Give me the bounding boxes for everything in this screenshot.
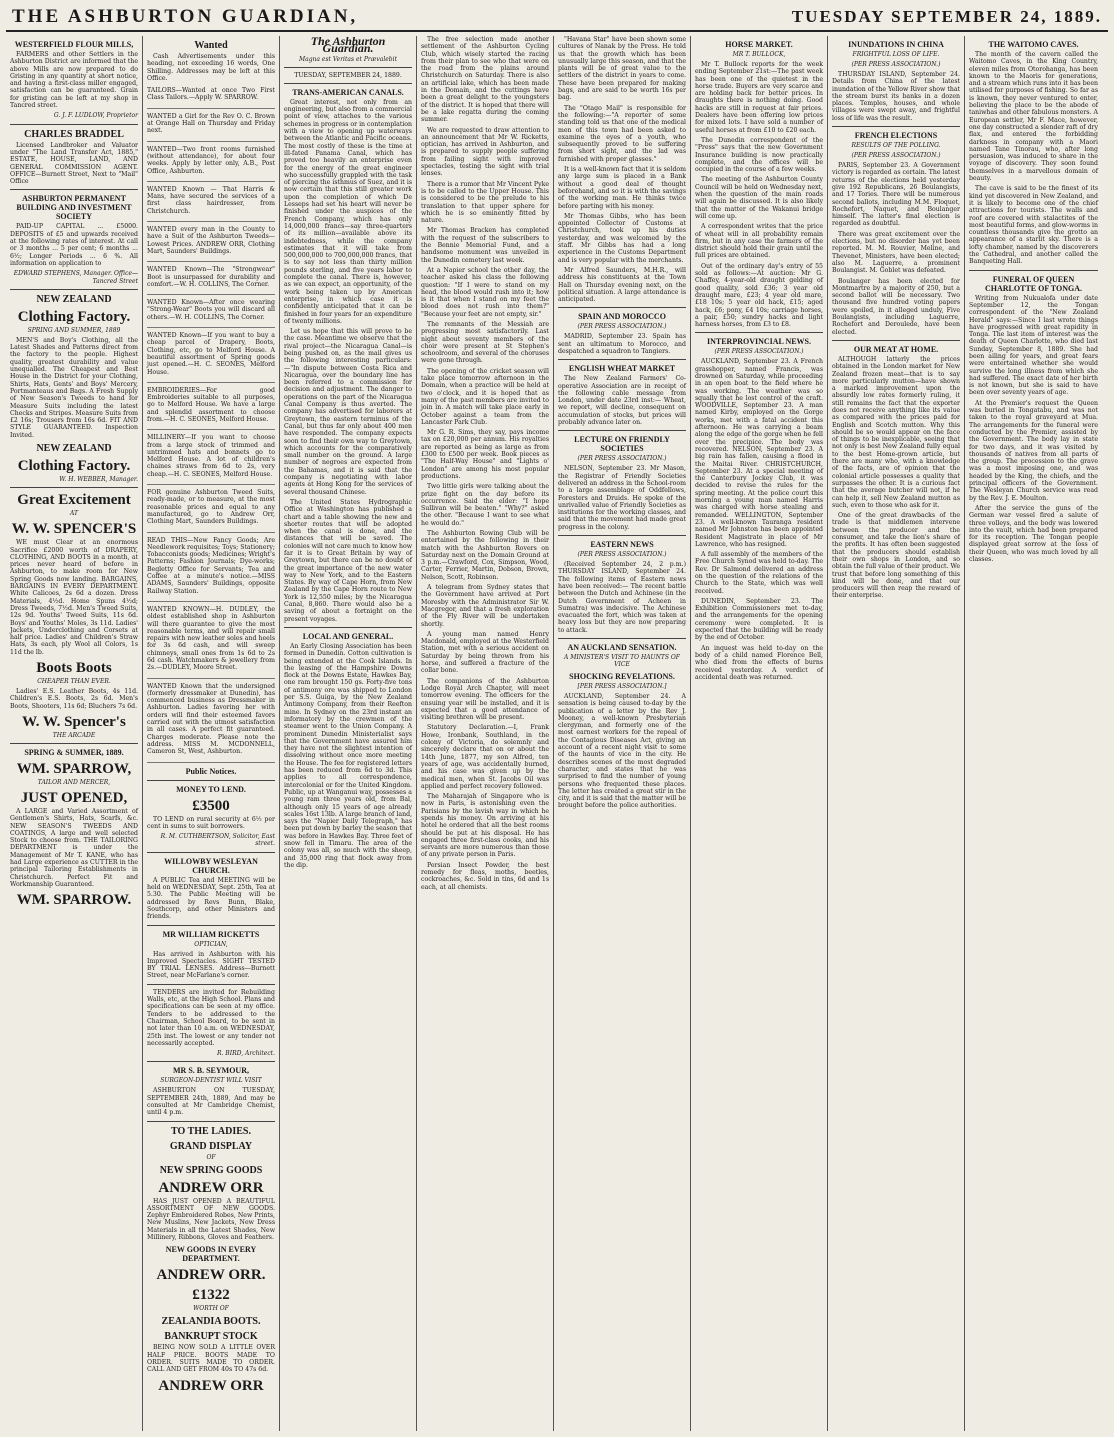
ad-text: WANTED Known — That Harris & Mans, have secured the services of a first class hairdresser, from Christchurch.: [147, 185, 275, 215]
column-2: [143, 36, 280, 1431]
heading: W. W. SPENCER'S: [11, 521, 137, 538]
heading: ENGLISH WHEAT MARKET: [568, 364, 676, 374]
motto: Magna est Veritas et Prævalebit: [299, 55, 397, 63]
subheading: AT: [69, 510, 78, 518]
article-text: Great interest, not only from an engineering, but also from a commercial point of view, attaches to the various schemes in progress or in contemplation with a view to opening up waterways between the Atlantic and Pacific oceans. The most costly of these is the time at ill-fated Panama Canal, which has proved too heavily an enterprise even for the energy of the great engineer who successfully grappled with the task of piercing the isthmus of Suez, and it is now certain that this still greater work upon the completion of which De Lesseps had set his heart will never be finished under the auspices of the French Company, which has only 14,000,000 francs—say three-quarters of its million—available above its indebtedness, while the company estimates that it will take from 500,000,000 to 700,000,000 francs, that is to say not less than thirty million pounds sterling, and five years labor to complete the canal. There is, however, as we can expect, an opportunity, of the work being taken up by American enterprise, in which case it is confidently anticipated that it can be finished in four years for an expenditure of twenty millions.: [284, 98, 413, 325]
signature: R. M. CUTHBERTSON, Solicitor, East street.: [160, 833, 275, 848]
heading: WM. SPARROW.: [16, 892, 132, 909]
heading: SPRING & SUMMER, 1889.: [24, 747, 124, 757]
heading: ZEALANDIA BOOTS.: [161, 1316, 261, 1328]
ad-text: WANTED every man in the County to have a Suit of the Ashburton Tweeds—Lowest Prices. ANDREW ORR, Clothing Mart, Saunders' Buildings.: [147, 226, 275, 255]
ad-text: TENDERS are invited for Rebuilding Walls, etc, at the High School. Plans and specifications can be seen at my office. Tenders to be addressed to the Chairman, School Board, to be sent in not later than 10 a.m. on WEDNESDAY, 25th inst. The lowest or any tender not necessarily accepted.: [147, 988, 275, 1047]
article-text: The companions of the Ashburton Lodge Royal Arch Chapter, will meet tomorrow evening. The officers for the ensuing year will be installed, and it is expected that a good attendance of visiting brethren will be present.: [421, 677, 549, 722]
article-text: (Received September 24, 2 p.m.) THURSDAY ISLAND, September 24. The following items of Eastern news have been received:— The recent battle between the Dutch and Achinese (in the Dutch Government of Acheen in Sumatra) was indecisive. The Achinese evacuated the fort, which was taken at heavy loss but they are now preparing to attack.: [558, 561, 686, 634]
article-text: Mr Thomas Gibbs, who has been appointed Collector of Customs at Christchurch, took up his duties yesterday, and was welcomed by the staff. Mr Gibbs has had a long experience in the Customs Department and is very popular with the merchants.: [558, 212, 686, 264]
ad: [147, 681, 275, 763]
article-text: An inquest was held to-day on the body of a child named Florence Bell, who died from the effects of burns received yesterday. A verdict of accidental death was returned.: [695, 644, 823, 681]
article-text: The Ashburton Rowing Club will be entertained by the following in their match with the Ashburton Rovers on Saturday next on the Domain Ground at 3 p.m.—Crawford, Cox, Simpson, Wood, Carter, Ferrier, Martin, Dobson, Brown, Nelson, Scott, Robinson.: [421, 530, 549, 581]
article-text: NELSON, September 23. Mr Mason, the Registrar of Friendly Societies delivered an address in the School-room to a large assemblage of Oddfellows, Foresters and Druids. He spoke of the unrivalled value of Friendly Societies as institutions for the working classes, and said that the movement had made great progress in the colony.: [558, 465, 686, 531]
column-3: [280, 36, 417, 1431]
heading: MR S. B. SEYMOUR,: [172, 1066, 249, 1076]
article-text: There is a rumor that Mr Vincent Pyke is to be called to the Upper House. This is considered to be the prelude to his translation to that upper sphere for which he is so eminently fitted by nature.: [421, 180, 549, 225]
heading: WM. SPARROW,: [16, 760, 132, 777]
article-text: The cave is said to be the finest of its kind yet discovered in New Zealand, and it is likely to become one of the chief attractions for tourists. The walls and roof are covered with stalactites of the most beautiful forms, and glow-worms in countless thousands give the grotto an appearance of a starlit sky. There is a lofty chamber, named by the discoverers the Cathedral, and another called the Banqueting Hall.: [969, 185, 1098, 266]
column-7: [828, 36, 965, 1431]
ad-text: WANTED Known—The "Strongwear" Boot is unsurpassed for durability and comfort.—W. H. COLLINS, The Corner.: [147, 266, 275, 288]
subheading: CHEAPER THAN EVER.: [37, 678, 111, 686]
ad: [147, 487, 275, 532]
article-text: DUNEDIN, September 23. The Exhibition Commissioners met to-day, and the arrangements for the opening ceremony were completed. It is expected that the building will be ready by the end of October.: [695, 597, 823, 642]
ad: [147, 144, 275, 182]
article-text: Statutory Declaration.—I, Frank Howe, Ironbank, Southland, in the colony of Victoria, do solemnly and sincerely declare that on or about the 14th June, 1877, my son Alfred, ten years of age, was accidentally burned, and his case was given up by the medical men, when St. Jacobs Oil was applied and perfect recovery followed.: [421, 724, 549, 790]
columns: [6, 36, 1108, 1431]
heading: Public Notices.: [185, 766, 237, 776]
article-text: THURSDAY ISLAND, September 24. Details from China of the latest inundation of the Yellow River show that the stream burst its banks in a dozen places. Temples, houses, and whole villages were swept away, and frightful loss of life was the result.: [832, 71, 960, 122]
ad-text: HAS JUST OPENED A BEAUTIFUL ASSORTMENT OF NEW GOODS. Zephyr Embroidered Robes, New Prints, New Muslins, New Jackets, New Dress Materials in all the Latest Shades, New Millinery, Ribbons, Gloves and Feathers.: [147, 1197, 275, 1242]
article-text: One of the great drawbacks of the trade is that middlemen intervene between the producer and the consumer, and take the lion's share of the profits. It has often been suggested that the producers should establish their own shops in London, and so obtain the full value of their product. We trust that before long something of this kind will be done, and that our producers will then reap the reward of their enterprise.: [832, 512, 960, 600]
heading: NEW GOODS IN EVERY DEPARTMENT.: [165, 1245, 257, 1264]
article-text: Mr T. Bullock reports for the week ending September 21st:—The past week has been one of the quietest in the horse trade. Buyers are very scarce and are holding back for better prices. In draughts there is nothing doing. Good hacks are still in request at fair prices. Dealers have been offering low prices for mixed lots. I have sold a number of useful horses at from £10 to £20 each.: [695, 61, 823, 134]
article-text: The Maharajah of Singapore who is now in Paris, is astonishing even the Parisians by the lavish way in which he spends his money. On arriving at his hotel he ordered that all the best rooms should be put at his disposal. He has engaged three first-class cooks, and his servants are more numerous than those of any private person in Paris.: [421, 793, 549, 859]
heading: TO THE LADIES.: [171, 1125, 251, 1137]
subheading: FRIGHTFUL LOSS OF LIFE.: [852, 51, 940, 58]
signature: EDWARD STEPHENS, Manager. Office—Tancred Street: [13, 270, 138, 285]
subheading: (PER PRESS ASSOCIATION.): [851, 61, 941, 68]
article-text: Boulanger has been elected for Montmartre by a majority of 250, but a second ballot will be necessary. Two thousand five hundred voting papers were spoiled, in it alleged unduly, Five Boulangists, including Laguerre, Rochefort and Deroulede, have been elected.: [832, 277, 960, 336]
subheading: (PER PRESS ASSOCIATION.): [577, 323, 667, 331]
article-text: The meeting of the Ashburton County Council will be held on Wednesday next, when the question of the main roads will again be discussed. It is also likely that the matter of the Wakanui bridge will come up.: [695, 176, 823, 220]
article-text: It is a well-known fact that it is seldom any large sum is placed in a Bank without a good deal of thought beforehand, and so it is with the savings of the working man. He thinks twice before parting with his money.: [558, 166, 686, 210]
article-text: AUCKLAND, September 23. A French grasshopper, named Francis, was drowned on Saturday, while proceeding in an open boat to the field where he was working. The weather was so squally that he lost control of the craft. WOODVILLE, September 23. A man named Kirby, employed on the Gorge works, met with a fatal accident this afternoon. He was carrying a beam along the edge of the gorge when he fell over the precipice. The body was recovered. NELSON, September 23. A big rain has fallen, causing a flood in the Maitai River. CHRISTCHURCH, September 23. At a special meeting of the Canterbury Jockey Club, it was decided to revise the rules for the spring meeting. At the police court this morning a young man named Harris was charged with horse stealing and remanded. WELLINGTON, September 23. A well-known Tauranga resident named Mr Johnston has been appointed Resident Magistrate in place of Mr Lawrence, who has resigned.: [695, 358, 823, 548]
subheading: A MINISTER'S VISIT TO HAUNTS OF VICE: [564, 654, 680, 668]
ad: [147, 535, 275, 602]
column-8: [965, 36, 1102, 1431]
article-text: An Early Closing Association has been formed in Dunedin. Cotton cultivation is being extended at the Cook Islands. In the leasing of the Hampshire Downs flock at the Downs Estate, Hawkes Bay, one ram brought 150 gs. Forty-five tons of antimony ore was shipped to London per S.S. Guiga, by the New Zealand Antimony Company, from their Reefton mine. In Sydney on the 23rd instant an informatory by the crewmen of the steamer went to the Union Company. A prominent Dunedin Ministerialist says that the Government have assured him they have not the slightest intention of dissolving without once more meeting the House. The fee for registered letters has been reduced from 6d to 3d. This applies to all correspondence, intercolonial or for the United Kingdom. Public, up at Wanganui way, possesses a young ram three years old, from Bal, although only 15 years of age already scales 16st 13lb. A large branch of land, says the "Napier Daily Telegraph," has been put down by barley the season that was before in Hawkes Bay. Three feet of snow fell in Timaru. The area of the colony was all, so much with the sheep, and 35,000 ring that flock away from the dip.: [284, 642, 412, 869]
ad-text: WANTED Known—If you want to buy a cheap parcel of Drapery, Boots, Clothing, etc, go to Melford House. A beautiful assortment of Spring goods just opened.—H. C. SEONES, Melford House.: [147, 332, 275, 376]
article-text: The remnants of the Messiah are progressing most satisfactorily. Last night about seventy members of the choir were present at St Stephen's schoolroom, and several of the choruses were gone through.: [421, 320, 549, 365]
column-4: [417, 36, 554, 1431]
article-text: Out of the ordinary day's entry of 55 sold as follows:—At auction: Mr G. Chaffey, 4-year-old draught gelding of good quality, sold £36; 3 year old draught mare, £23; 4 year old mare, £18 10s; 5 year old hack, £15; aged hack, £6; pony, £4 10s; carriage horses, a pair, £50; sundry hacks and light harness horses, from £3 to £8.: [695, 262, 823, 329]
article-text: After the service the guns of the German war vessel fired a salute of three volleys, and the body was lowered into the vault, which had been prepared for its reception. The Tongan people displayed great sorrow at the loss of their Queen, who was much loved by all classes.: [969, 504, 1098, 563]
masthead-title: THE ASHBURTON GUARDIAN,: [12, 6, 359, 27]
signature: G. J. F. LUDLOW, Proprietor: [53, 112, 138, 120]
heading: W. W. Spencer's: [22, 713, 126, 730]
heading: WESTERFIELD FLOUR MILLS,: [14, 40, 134, 49]
heading: LECTURE ON FRIENDLY SOCIETIES: [574, 435, 670, 454]
article-text: PARIS, September 23. A Government victory is regarded as certain. The latest returns of the elections held yesterday give 192 Republicans, 26 Boulangists, and 17 Tories. There will be numerous second ballots, including M.M. Floquet, Rochefort, Naquet, and Boulanger himself. The latter's final election is regarded as doubtful.: [832, 162, 960, 228]
subheading: THE ARCADE: [52, 731, 96, 739]
ad: [147, 297, 275, 328]
ad: [147, 432, 275, 485]
ad-text: FOR genuine Ashburton Tweed Suits, ready-made, or to measure, at the most reasonable prices and equal to any manufactured, go to Andrew Orr, Clothing Mart, Saunders Buildings.: [147, 489, 275, 526]
notice: Cash Advertisements under this heading, not exceeding 16 words, One Shilling. Addresses may be left at this Office.: [147, 53, 275, 82]
ad: [147, 111, 275, 142]
heading: MR WILLIAM RICKETTS: [162, 929, 260, 939]
article-text: Mr G. R. Sims, they say, pays income tax on £20,000 per annum. His royalties are reported as being as large as from £300 to £500 per week. Book pieces as "The Half-Way House" and "Lights o' London" are among his most popular productions.: [421, 429, 549, 480]
heading: INUNDATIONS IN CHINA: [848, 40, 944, 49]
column-1: [6, 36, 143, 1431]
ad-text: MILLINERY—If you want to choose from a large stock of trimmed and untrimmed hats and bonnets go to Melford House. A lot of children's chaines straws from 6d to 2s, very cheap.—H. C. SEONES, Melford House.: [147, 434, 275, 478]
ad-text: READ THIS—New Fancy Goods; Are Needlework requisites; Toys; Stationery; Tobacconists goods; Medicines; Wright's Patterns; Fashion Journals; Dye-works; Begletty Office for Servants; Tea and Coffee at a minute's notice.—MISS ADAMS, Saunders' Buildings, opposite Railway Station.: [147, 536, 275, 595]
heading: HORSE MARKET.: [725, 40, 793, 49]
heading: CHARLES BRADDEL: [24, 128, 124, 140]
heading: ANDREW ORR: [158, 1179, 264, 1196]
article-text: ALTHOUGH latterly the prices obtained in the London market for New Zealand frozen meat—that is to say more particularly mutton—have shown a marked improvement upon the absurdly low rates formerly ruling, it still remains the fact that the exporter does not receive anything like its value as compared with the prices paid for English and Scotch mutton. Why this should be so would appear on the face of things to be inexplicable, seeing that not only is best New Zealand fully equal to the best Home-grown article, but there are many who, with a knowledge of the facts, are of opinion that the colonial article possesses a quality that surpasses the other. It is a curious fact that the average butcher will not, if he can help it, sell New Zealand mutton as such, even to those who ask for it.: [832, 355, 960, 509]
article-text: The opening of the cricket season will take place tomorrow afternoon in the Domain, when a practice will be held at two o'clock, and it is hoped that as many of the past members are invited to join in. A match will take place early in October against a team from the Lancaster Park Club.: [421, 367, 549, 426]
article-text: We are requested to draw attention to an announcement that Mr W. Ricketts, optician, has arrived in Ashburton, and is prepared to supply people suffering from failing sight with improved spectacles, testing the sight with trial lenses.: [421, 126, 549, 178]
article-text: Writing from Nukualofa under date September 12, the Tongan correspondent of the "New Zealand Herald" says:—Since I last wrote things have progressed with great rapidity in Tonga. The last item of interest was the death of Queen Charlotte, who died last Sunday, September 8, 1889. She had been ailing for years, and great fears were entertained whether she would survive the long illness from which she had suffered. The exact date of her birth is not known, but she is said to have been over seventy years of age.: [969, 294, 1098, 397]
heading: £3500: [192, 797, 230, 814]
subheading: TAILOR AND MERCER,: [37, 778, 111, 786]
subheading: OPTICIAN,: [194, 940, 228, 948]
ad-text: Ladies' E.S. Leather Boots, 4s 11d. Children's E.S. Boots, 2s 6d. Men's Boots, Shooters, 11s 6d; Bluchers 7s 6d.: [10, 688, 138, 710]
column-5: [554, 36, 691, 1431]
ad-text: A LARGE and Varied Assortment of Gentlemen's Shirts, Hats, Scarfs, &c. NEW SEASON'S TWEEDS AND COATINGS, A large and well selected Stock to choose from. THE TAILORING DEPARTMENT is under the Management of Mr T. KANE, who has had Large experience as CUTTER in the principal Tailoring Establishments in Christchurch. Perfect Fit and Workmanship Guaranteed.: [10, 807, 138, 888]
heading: GRAND DISPLAY: [169, 1140, 253, 1152]
article-text: A full assembly of the members of the Free Church Synod was held to-day. The Rev. Dr Salmond delivered an address on the question of the relations of the Church to the State, which was well received.: [695, 551, 823, 595]
ad-text: Has arrived in Ashburton with his Improved Spectacles. SIGHT TESTED BY TRIAL LENSES. Address—Burnett Street, near McFarlane's corner.: [147, 950, 275, 980]
article-text: The New Zealand Farmers' Co-operative Association are in receipt of the following cable message from London, under date 23rd inst:— Wheat, we report, will decline, consequent on accumulation of stocks, but prices will probably advance later on.: [558, 375, 686, 427]
subheading: (PER PRESS ASSOCIATION.): [577, 551, 667, 559]
article-text: MADRID, September 23. Spain has sent an ultimatum to Morocco, and despatched a squadron to Tangiers.: [558, 333, 686, 355]
masthead: [6, 6, 1108, 32]
heading: OUR MEAT AT HOME.: [853, 344, 939, 354]
article-text: Two little girls were talking about the prize fight on the day before its occurrence. Said the elder: "I hope Sullivan will be beaten." "Why?" asked the other. "Because I want to see what he would do.": [421, 483, 549, 527]
heading: Clothing Factory.: [17, 457, 131, 474]
ad-text: TAILORS—Wanted at once Two First Class Tailors.—Apply W. SPARROW.: [147, 87, 275, 102]
heading: BANKRUPT STOCK: [164, 1331, 258, 1343]
ad-text: BEING NOW SOLD A LITTLE OVER HALF PRICE. BOOTS MADE TO ORDER. SUITS MADE TO ORDER. CALL AND GET FROM 40s TO 47s 6d.: [147, 1344, 275, 1374]
ad-text: WANTED KNOWN—H. DUDLEY, the oldest established shop in Ashburton will there guarantee to give the most reasonable terms, and will repair small repairs with new leather soles and heels for 3s 6d cash, and will sweep chimneys, small ones from 1s 6d to 2s 6d cash. Watchmakers & jewellery from 2s.—DUDLEY, Moore Street.: [147, 605, 275, 672]
heading: Wanted: [194, 40, 228, 51]
heading: AN AUCKLAND SENSATION.: [567, 643, 677, 652]
heading: THE WAITOMO CAVES.: [988, 40, 1079, 49]
heading: NEW SPRING GOODS: [159, 1164, 263, 1176]
article-text: A correspondent writes that the price of wheat will in all probability remain firm, but in any case the farmers of the district should hold their grain until the full prices are obtained.: [695, 223, 823, 260]
heading: Boots Boots: [36, 660, 112, 677]
subheading: WORTH OF: [193, 1305, 229, 1313]
ad: [147, 264, 275, 295]
heading: SPAIN AND MOROCCO: [578, 312, 666, 322]
ad-text: ASHBURTON ON TUESDAY, SEPTEMBER 24th, 1889, And may be consulted at Mr Cambridge Chemist, until 4 p.m.: [147, 1087, 275, 1117]
ad: [147, 330, 275, 383]
heading: SHOCKING REVELATIONS.: [569, 672, 675, 681]
ad: [147, 385, 275, 430]
ad-text: TO LEND on rural security at 6½ per cent in sums to suit borrowers.: [147, 815, 275, 830]
article-text: The United States Hydrographic Office at Washington has published a chart and a table showing the new and shorter routes that will be adopted when the canal is done, and the distances that will be saved. The colonies will not care much to know how far it is to Great Britain by way of Greytown, but there can be no doubt of the great importance of the new water way to New York, and to the Eastern States. By way of Cape Horn, from New Zealand by the Cape Horn route to New York is 12,550 miles; by the Nicaragua Canal, 8,860. There would also be a saving of about a fortnight on the present voyages.: [284, 498, 412, 623]
article-text: The "Otago Mail" is responsible for the following:—"A reporter of some standing told us that one of the medical men of this town had been asked to examine the eyes of a youth, who subsequently proved to be suffering from short sight, and the lad was furnished with proper glasses.": [558, 104, 686, 163]
heading: NEW ZEALAND: [36, 293, 112, 305]
subheading: (PER PRESS ASSOCIATION.): [714, 348, 804, 356]
ad-text: Licensed Landbroker and Valuator under "The Land Transfer Act, 1885," ESTATE, HOUSE, LAND, AND GENERAL COMMISSION AGENT. OFFICE—Burnett Street, Next to "Mail" Office: [10, 141, 138, 186]
ad: [147, 604, 275, 679]
article-text: "Havana Star" have been shown some cultures of Nanak by the Press. He told us that the growth which has been unusually large this season, and that the plants will be of great value to the settlers of the district in years to come. These have been prepared for making bags, and are said to be worth 16s per bag.: [558, 36, 686, 102]
ad-text: WANTED Known that the undersigned (formerly dressmaker at Dunedin), has commenced business as Dressmaker in Ashburton. Ladies favoring her with orders will find their esteemed favors carried out with the utmost satisfaction in all cases. A perfect fit guaranteed. Charges moderate. Please note the address. MISS M. MCDONNELL, Cameron St, West, Ashburton.: [147, 682, 275, 756]
heading: JUST OPENED,: [20, 789, 128, 806]
article-text: There was great excitement over the elections, but no disorder has yet been reported. M. M. Rouvier, Meline, and Thevenet, Ministers, have been elected; also M. Laguerre, a prominent Boulangist. M. Goblet was defeated.: [832, 230, 960, 275]
paper-nameplate: The Ashburton Guardian.: [310, 36, 386, 56]
subheading: SPRING AND SUMMER, 1889: [27, 326, 121, 334]
ad-text: WE must Clear at an enormous Sacrifice £2000 worth of DRAPERY, CLOTHING, AND BOOTS in a month, at prices never heard of before in Ashburton, to make room for New Spring Goods now landing. BARGAINS, BARGAINS IN EVERY DEPARTMENT. White Calicoes, 2s 6d a dozen. Dress Materials, 4½d. Home Spuns 4½d; Dress Tweeds, 7½d. Men's Tweed Suits, 12s 9d. Youths' Tweed Suits, 11s 6d. Boys' and Youths' Moles, 3s 11d. Ladies' Jackets, Underclothing and Corsets at half price. Ladies' and Children's Straw Hats, 3s each, ply Wool all Colors, 1s 11d the lb.: [10, 539, 138, 656]
ad-text: WANTED a Girl for the Rev O. C. Brown at Orange Hall on Thursday and Friday next.: [147, 112, 275, 135]
heading: Clothing Factory.: [17, 308, 131, 325]
ad-text: WANTED—Two front rooms furnished (without attendance), for about four weeks. Apply by letter only, A.B., Post Office, Ashburton.: [147, 145, 275, 175]
signature: R. BIRD, Architect.: [216, 1050, 275, 1058]
heading: EASTERN NEWS: [590, 540, 654, 550]
heading: Great Excitement: [17, 492, 131, 509]
subheading: (PER PRESS ASSOCIATION.): [851, 152, 941, 160]
article-text: A telegram from Sydney states that the Government have arrived at Port Moresby with the Administrator Sir W. Macgregor, and that a fresh exploration of the Fly River will be undertaken shortly.: [421, 584, 549, 628]
article-text: The free selection made another settlement of the Ashburton Cycling Club, which wisely started the racing from their plan to see who that were on the road from the plains around Christchurch on Saturday. There is also an artificial lake, which has been made in the Domain, and the cuttings have been a great delight to the youngsters of the district. It is hoped that there will be a lake regatta during the coming summer.: [421, 36, 549, 124]
ad-text: FARMERS and other Settlers in the Ashburton District are informed that the above Mills are now prepared to do Gristing in any quantity at short notice, and having a first-class miller engaged, satisfaction can be guaranteed. Grain for gristing can be left at my shop in Tancred street.: [10, 51, 138, 110]
heading: FUNERAL OF QUEEN CHARLOTTE OF TONGA.: [985, 274, 1082, 293]
ad: [147, 85, 275, 109]
subheading: SURGEON-DENTIST WILL VISIT: [160, 1077, 262, 1085]
article-text: Mr Thomas Bracken has completed with the request of the subscribers to the Bennie Memorial Fund, and a handsome monument was unveiled in the Dunedin cemetery last week.: [421, 227, 549, 264]
masthead-date: TUESDAY SEPTEMBER 24, 1889.: [791, 7, 1102, 26]
ad-text: MEN'S and Boy's Clothing, all the Latest Shades and Patterns direct from the factory to the people. Highest quality, greatest durability and value unequalled. The Cheapest and Best House in the District for your Clothing, Shirts, Hats, Gents' and Boys' Mercery, Portmanteaus and Bags. A Fresh Supply of New Season's Tweeds to hand for Measure Suits including the latest Checks and Stripes. Measure Suits from £2 16s; Trousers from 16s 6d. FIT AND STYLE GUARANTEED. Inspection Invited.: [10, 336, 138, 439]
subheading: [PER PRESS ASSOCIATION.]: [577, 683, 667, 690]
heading: NEW ZEALAND: [36, 442, 112, 454]
heading: £1322: [192, 1287, 230, 1304]
subheading: (PER PRESS ASSOCIATION.): [577, 455, 667, 463]
article-text: Mr Alfred Saunders, M.H.R., will address his constituents at the Town Hall on Thursday evening next, on the political situation. A large attendance is anticipated.: [558, 266, 686, 304]
signature: W. H. WEBBER, Manager.: [59, 475, 138, 483]
ad-text: WANTED Known—After once wearing "Strong-Wear" Boots you will discard all others.—W. H. COLLINS, The Corner.: [147, 299, 275, 321]
ad: [147, 184, 275, 222]
heading: ASHBURTON PERMANENT BUILDING AND INVESTMENT SOCIETY: [16, 194, 132, 222]
ad: [147, 224, 275, 262]
heading: INTERPROVINCIAL NEWS.: [706, 337, 812, 347]
heading: ANDREW ORR: [158, 1377, 264, 1394]
heading: MONEY TO LEND.: [176, 784, 246, 794]
subheading: MR T. BULLOCK,: [732, 51, 786, 58]
ad-text: PAID-UP CAPITAL ... £5000. DEPOSITS of £5 and upwards received at the following rates of interest. At call or 3 months ... 5 per cent; 6 months ... 6½; Longer Periods ... 6 %. All information on application to: [10, 223, 138, 267]
article-text: The month of the cavern called the Waitomo Caves, in the King Country, eleven miles from Otorohanga, has been known to the Maoris for generations, and a stream which runs into it has been utilised for purposes of fishing. So far as is known, they never ventured to enter, believing the place to be the abode of taniwhas and other fabulous monsters. A European settler, Mr F. Mace, however, one day constructed a slender raft of dry flax, and entered the forbidding darkness in company with a Maori named Tane Tinorau, who, after long persuasion, was induced to share in the voyage of discovery. They soon found themselves in a marvellous domain of beauty.: [969, 51, 1098, 183]
ad-text: EMBROIDERIES—For good Embroideries suitable to all purposes, go to Melford House. We have a large and splendid assortment to choose from.—H. C. SEONES, Melford House.: [147, 386, 275, 423]
article-text: Persian Insect Powder, the best remedy for fleas, moths, beetles, cockroaches, &c. Sold in tins, 6d and 1s each, at all chemists.: [421, 861, 549, 891]
heading: ANDREW ORR.: [156, 1267, 266, 1284]
issue-date: TUESDAY, SEPTEMBER 24, 1889.: [294, 71, 402, 79]
article-text: Let us hope that this will prove to be the case. Meantime we observe that the rival project—the Nicaragua Canal—is being pushed on, as the mail gives us the following interesting particulars:—"In dispute between Costa Rica and Nicaragua, over the boundary line has been referred to a commission for decision and adjustment. The danger to operations on the part of the Nicaragua Canal Company is thus averted. The company has advertised for laborers at Greytown, the eastern terminus of the Canal, but thus far only about 400 men have responded. The company expects soon to find their own way to Greytown, which accounts for the comparatively small number on the ground. A large number of negroes are expected from the Bahamas, and it is said that the company is negotiating with labor agents at Hong Kong for the services of several thousand Chinese.: [284, 328, 412, 496]
heading: TRANS-AMERICAN CANALS.: [292, 87, 404, 97]
column-6: [691, 36, 828, 1431]
article-text: AUCKLAND, September 24. A sensation is being caused to-day by the publication of a letter by the Rev J. Mooney, a well-known Presbyterian clergyman, and formerly one of the most earnest workers for the repeal of the Contagious Diseases Act, giving an account of a recent night visit to some of the haunts of vice in the city. He describes scenes of the most degraded character, and states that he was surprised to find the number of young persons who frequented these places. The letter has created a great stir in the city, and it is said that the matter will be brought before the police authorities.: [558, 693, 686, 810]
heading: LOCAL AND GENERAL.: [302, 631, 394, 641]
subheading: RESULTS OF THE POLLING.: [851, 142, 941, 150]
article-text: At the Premier's request the Queen was buried in Tongatabu, and was not taken to the royal graveyard at Mua. The arrangements for the funeral were conducted by the Premier, assisted by the Government. The body lay in state for two days, and it was visited by thousands of natives from all parts of the group. The procession to the grave was a most imposing one, and was headed by the King, the chiefs, and the principal officers of the Government. The Wesleyan Church service was read by the Rev. J. E. Moulton.: [969, 399, 1098, 502]
subheading: OF: [206, 1153, 216, 1161]
heading: WILLOWBY WESLEYAN CHURCH.: [164, 856, 258, 875]
heading: FRENCH ELECTIONS: [854, 131, 938, 141]
article-text: A young man named Henry Macdonald, employed at the Westerfield Station, met with a serious accident on Saturday by being thrown from his horse, and suffered a fracture of the collar bone.: [421, 630, 549, 675]
article-text: The Dunedin correspondent of the "Press" says that the new Government Insurance building is now practically complete, and the offices will be occupied in the course of a few weeks.: [695, 136, 823, 174]
ad-text: A PUBLIC Tea and MEETING will be held on WEDNESDAY, Sept. 25th, Tea at 5.30. The Public Meeting will be addressed by Revs Bunn, Blake, Southcorp, and other Ministers and friends.: [147, 876, 275, 921]
article-text: At a Napier school the other day, the teacher asked his class the following question: "If I were to stand on my head, the blood would rush into it; how is it that when I stand on my feet the blood does not rush into them?" "Because your feet are not empty, sir.": [421, 266, 549, 318]
